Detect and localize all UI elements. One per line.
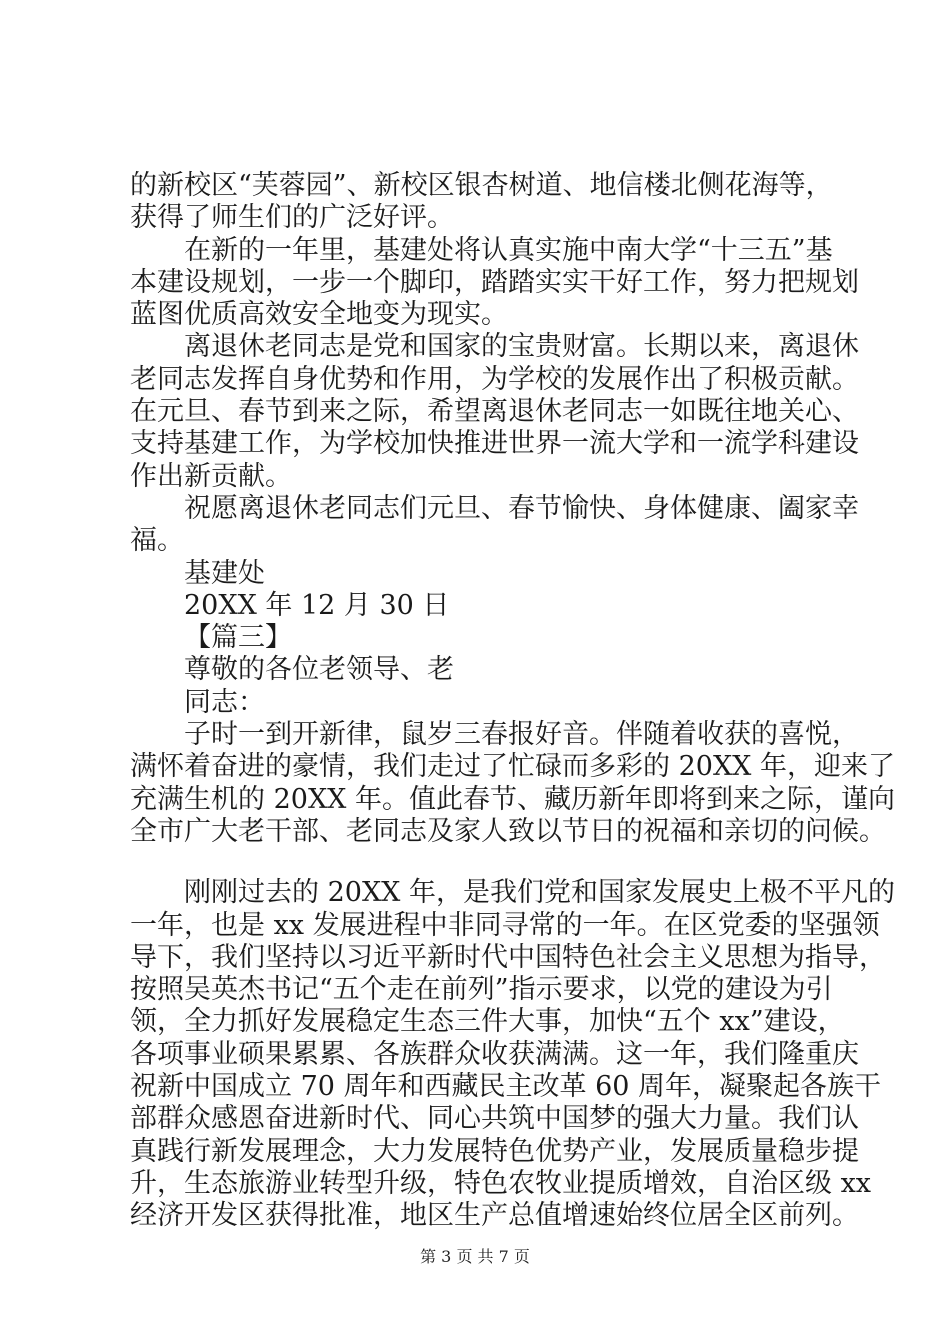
text-line: 经济开发区获得批准，地区生产总值增速始终位居全区前列。: [130, 1200, 859, 1232]
text-line: 蓝图优质高效安全地变为现实。: [130, 299, 508, 331]
text-line: 本建设规划，一步一个脚印，踏踏实实干好工作，努力把规划: [130, 266, 859, 298]
salutation-line: 尊敬的各位老领导、老: [184, 654, 454, 686]
text-line: 福。: [130, 525, 184, 557]
signature-date: 20XX 年 12 月 30 日: [184, 589, 450, 621]
text-line: 充满生机的 20XX 年。值此春节、藏历新年即将到来之际，谨向: [130, 783, 895, 815]
text-line: 老同志发挥自身优势和作用，为学校的发展作出了积极贡献。: [130, 363, 859, 395]
text-line: 升，生态旅游业转型升级，特色农牧业提质增效，自治区级 xx: [130, 1167, 872, 1199]
text-line: 真践行新发展理念，大力发展特色优势产业，发展质量稳步提: [130, 1135, 859, 1167]
text-line: 支持基建工作，为学校加快推进世界一流大学和一流学科建设: [130, 428, 859, 460]
text-line: 祝愿离退休老同志们元旦、春节愉快、身体健康、阖家幸: [184, 492, 859, 524]
text-line: 在元旦、春节到来之际，希望离退休老同志一如既往地关心、: [130, 396, 859, 428]
page-footer: 第 3 页 共 7 页: [420, 1247, 530, 1266]
text-line: 获得了师生们的广泛好评。: [130, 202, 454, 234]
text-line: 部群众感恩奋进新时代、同心共筑中国梦的强大力量。我们认: [130, 1103, 859, 1135]
text-line: 各项事业硕果累累、各族群众收获满满。这一年，我们隆重庆: [130, 1038, 859, 1070]
text-line: 导下，我们坚持以习近平新时代中国特色社会主义思想为指导，: [130, 941, 886, 973]
text-line: 的新校区“芙蓉园”、新校区银杏树道、地信楼北侧花海等，: [130, 170, 833, 201]
text-line: 祝新中国成立 70 周年和西藏民主改革 60 周年，凝聚起各族干: [130, 1071, 882, 1103]
salutation-line: 同志：: [184, 686, 265, 718]
text-line: 按照吴英杰书记“五个走在前列”指示要求，以党的建设为引: [130, 974, 833, 1006]
text-line: 作出新贡献。: [130, 460, 292, 492]
paragraph-gap: [130, 848, 850, 877]
text-line: 全市广大老干部、老同志及家人致以节日的祝福和亲切的问候。: [130, 815, 886, 847]
text-line: 刚刚过去的 20XX 年，是我们党和国家发展史上极不平凡的: [184, 877, 895, 909]
text-line: 领，全力抓好发展稳定生态三件大事，加快“五个 xx”建设，: [130, 1006, 845, 1038]
text-line: 离退休老同志是党和国家的宝贵财富。长期以来，离退休: [184, 331, 859, 363]
text-line: 满怀着奋进的豪情，我们走过了忙碌而多彩的 20XX 年，迎来了: [130, 751, 895, 783]
signature-org: 基建处: [184, 557, 265, 589]
document-body: [130, 170, 895, 1233]
text-line: 子时一到开新律，鼠岁三春报好音。伴随着收获的喜悦，: [184, 719, 859, 751]
text-line: 一年，也是 xx 发展进程中非同寻常的一年。在区党委的坚强领: [130, 909, 880, 941]
text-line: 在新的一年里，基建处将认真实施中南大学“十三五”基: [184, 234, 833, 266]
section-heading: 【篇三】: [184, 622, 292, 654]
